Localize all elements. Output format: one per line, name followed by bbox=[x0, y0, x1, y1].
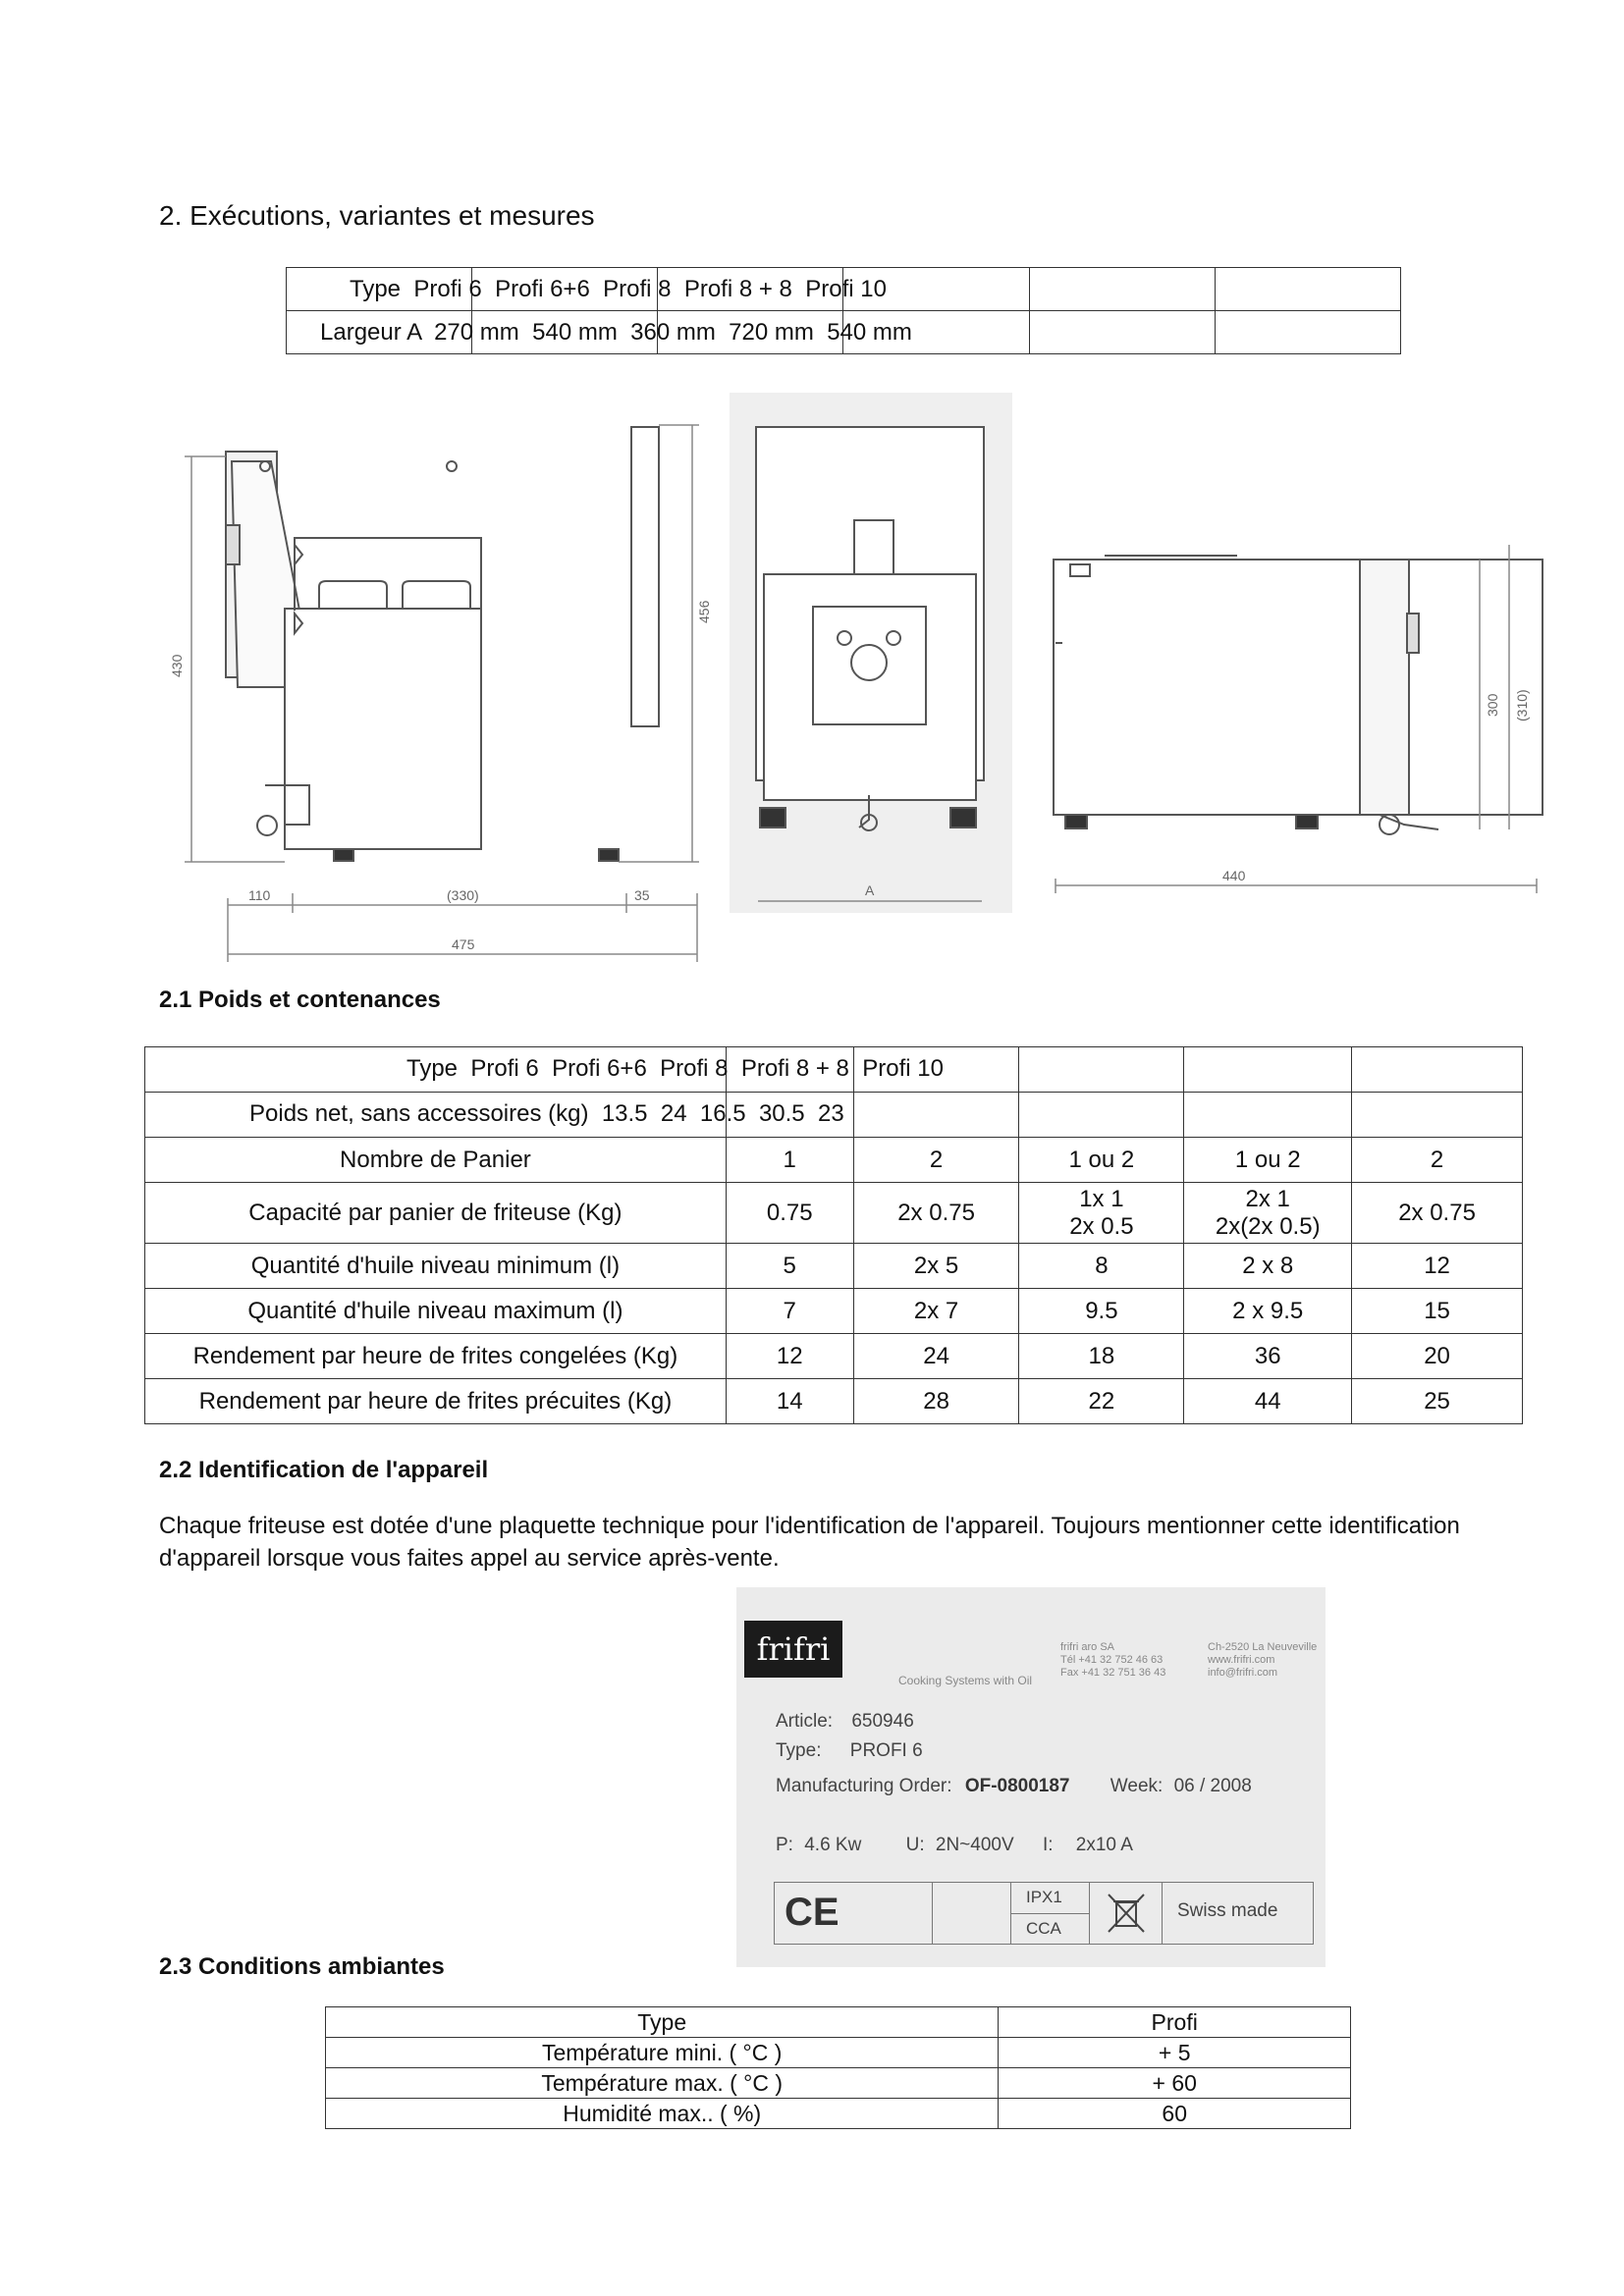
order-value: OF-0800187 bbox=[964, 1776, 1070, 1796]
dim-label-440: 440 bbox=[1222, 868, 1246, 883]
plate-web: www.frifri.com bbox=[1208, 1654, 1275, 1666]
row-label: Capacité par panier de friteuse (Kg) bbox=[145, 1183, 727, 1244]
dims-row-width: Largeur A 270 mm 540 mm 360 mm 720 mm 540 mm bbox=[320, 319, 912, 346]
weights-cell bbox=[1184, 1093, 1352, 1138]
row-value: 12 bbox=[1352, 1244, 1523, 1289]
section-2-title: 2. Exécutions, variantes et mesures bbox=[159, 200, 595, 231]
row-value: 14 bbox=[726, 1379, 853, 1424]
row-value: 2 bbox=[853, 1138, 1019, 1183]
ipx-rating: IPX1 bbox=[1026, 1888, 1062, 1906]
table-row bbox=[326, 2007, 1351, 2038]
weights-cell bbox=[1352, 1093, 1523, 1138]
row-value: 20 bbox=[1352, 1334, 1523, 1379]
ambient-conditions-table bbox=[325, 2006, 1351, 2129]
plate-fax: Fax +41 32 751 36 43 bbox=[1060, 1667, 1166, 1679]
row-value: 1x 1 2x 0.5 bbox=[1019, 1183, 1184, 1244]
divider bbox=[1162, 1883, 1163, 1944]
u-label: U: bbox=[905, 1835, 925, 1855]
row-value: 1 ou 2 bbox=[1184, 1138, 1352, 1183]
dims-cell bbox=[1029, 311, 1215, 354]
table-row bbox=[326, 2099, 1351, 2129]
type-label: Type: bbox=[776, 1740, 822, 1761]
side-view-drawing bbox=[226, 427, 659, 861]
identification-paragraph: Chaque friteuse est dotée d'une plaquette technique pour l'identification de l'appareil. Toujours mentionner cette identification d'appareil lorsque vous faites appel au service après-vente. bbox=[159, 1513, 1460, 1572]
week-value: 06 / 2008 bbox=[1173, 1776, 1252, 1796]
ambient-label: Humidité max.. ( %) bbox=[326, 2099, 999, 2129]
ambient-value: + 60 bbox=[999, 2068, 1351, 2099]
i-value: 2x10 A bbox=[1075, 1835, 1133, 1855]
row-value: 2 x 9.5 bbox=[1184, 1289, 1352, 1334]
dims-cell bbox=[1215, 311, 1400, 354]
i-label: I: bbox=[1042, 1835, 1054, 1855]
row-value: 44 bbox=[1184, 1379, 1352, 1424]
plate-electrical bbox=[776, 1835, 1133, 1856]
section-2-3-title: 2.3 Conditions ambiantes bbox=[159, 1953, 445, 1980]
dim-label-475: 475 bbox=[452, 936, 475, 952]
row-value: 2 x 8 bbox=[1184, 1244, 1352, 1289]
row-value: 7 bbox=[726, 1289, 853, 1334]
row-value: 12 bbox=[726, 1334, 853, 1379]
plate-address: Ch-2520 La Neuveville bbox=[1208, 1641, 1318, 1653]
row-label: Quantité d'huile niveau maximum (l) bbox=[145, 1289, 727, 1334]
plate-company-block bbox=[1060, 1641, 1165, 1680]
row-value: 18 bbox=[1019, 1334, 1184, 1379]
weights-cell bbox=[1019, 1047, 1184, 1093]
divider bbox=[1010, 1913, 1089, 1914]
week-label: Week: bbox=[1110, 1776, 1164, 1796]
ambient-label: Type bbox=[326, 2007, 999, 2038]
row-value: 2x 7 bbox=[853, 1289, 1019, 1334]
weee-bin-icon bbox=[1105, 1891, 1148, 1936]
article-value: 650946 bbox=[851, 1711, 914, 1732]
row-value: 25 bbox=[1352, 1379, 1523, 1424]
p-label: P: bbox=[776, 1835, 793, 1855]
dims-row-type: Type Profi 6 Profi 6+6 Profi 8 Profi 8 + 8 Profi 10 bbox=[350, 276, 887, 302]
dims-cell-width bbox=[287, 311, 912, 354]
ce-mark: CE bbox=[785, 1891, 839, 1934]
right-side-view-drawing bbox=[1054, 545, 1543, 893]
row-value: 2x 0.75 bbox=[853, 1183, 1019, 1244]
dim-label-35: 35 bbox=[634, 887, 650, 903]
row-value: 1 ou 2 bbox=[1019, 1138, 1184, 1183]
weights-cell bbox=[1352, 1047, 1523, 1093]
row-value: 8 bbox=[1019, 1244, 1184, 1289]
dim-label-456: 456 bbox=[696, 600, 712, 623]
row-value: 36 bbox=[1184, 1334, 1352, 1379]
front-view-drawing bbox=[730, 393, 1012, 913]
weights-table bbox=[144, 1046, 1523, 1424]
weights-header-cell bbox=[145, 1047, 944, 1093]
dim-label-310: (310) bbox=[1514, 689, 1530, 721]
table-row bbox=[145, 1289, 1523, 1334]
section-2-1-title: 2.1 Poids et contenances bbox=[159, 987, 441, 1013]
row-value: 2x 1 2x(2x 0.5) bbox=[1184, 1183, 1352, 1244]
brand-logo bbox=[744, 1621, 842, 1678]
section-2-2-title: 2.2 Identification de l'appareil bbox=[159, 1457, 489, 1483]
row-value: 15 bbox=[1352, 1289, 1523, 1334]
weights-header-row: Type Profi 6 Profi 6+6 Profi 8 Profi 8 + 8 Profi 10 bbox=[406, 1055, 944, 1082]
dim-label-330: (330) bbox=[447, 887, 479, 903]
weights-cell bbox=[1184, 1047, 1352, 1093]
article-label: Article: bbox=[776, 1711, 834, 1732]
type-value: PROFI 6 bbox=[849, 1740, 923, 1761]
row-value: 28 bbox=[853, 1379, 1019, 1424]
plate-type bbox=[776, 1740, 923, 1762]
cca-mark: CCA bbox=[1026, 1919, 1061, 1938]
dim-label-300: 300 bbox=[1485, 693, 1500, 717]
weights-net-cell bbox=[145, 1093, 844, 1138]
swiss-made: Swiss made bbox=[1177, 1900, 1278, 1921]
table-row bbox=[326, 2038, 1351, 2068]
fryer-technical-drawing bbox=[147, 393, 1561, 982]
dim-label-a: A bbox=[865, 882, 875, 898]
row-value: 22 bbox=[1019, 1379, 1184, 1424]
divider bbox=[932, 1883, 933, 1944]
row-value: 2x 5 bbox=[853, 1244, 1019, 1289]
plate-order bbox=[776, 1776, 1252, 1797]
dims-cell bbox=[1215, 268, 1400, 311]
plate-article bbox=[776, 1711, 914, 1733]
row-value: 9.5 bbox=[1019, 1289, 1184, 1334]
weights-cell bbox=[853, 1093, 1019, 1138]
plate-cert-row bbox=[774, 1882, 1314, 1945]
plate-address-block bbox=[1208, 1641, 1317, 1680]
weights-cell bbox=[1019, 1093, 1184, 1138]
dimensions-table bbox=[286, 267, 1401, 354]
ambient-label: Température mini. ( °C ) bbox=[326, 2038, 999, 2068]
identification-plate bbox=[736, 1587, 1326, 1967]
table-row bbox=[145, 1244, 1523, 1289]
dim-label-110: 110 bbox=[248, 887, 271, 903]
row-label: Rendement par heure de frites congelées (Kg) bbox=[145, 1334, 727, 1379]
table-row bbox=[145, 1183, 1523, 1244]
ambient-value: + 5 bbox=[999, 2038, 1351, 2068]
dims-cell-type bbox=[287, 268, 887, 311]
row-value: 5 bbox=[726, 1244, 853, 1289]
table-row bbox=[145, 1379, 1523, 1424]
table-row bbox=[326, 2068, 1351, 2099]
row-label: Rendement par heure de frites précuites (Kg) bbox=[145, 1379, 727, 1424]
u-value: 2N~400V bbox=[935, 1835, 1014, 1855]
dim-label-430: 430 bbox=[169, 654, 185, 677]
plate-company: frifri aro SA bbox=[1060, 1641, 1115, 1653]
row-value: 2x 0.75 bbox=[1352, 1183, 1523, 1244]
table-row bbox=[145, 1138, 1523, 1183]
row-value: 24 bbox=[853, 1334, 1019, 1379]
ambient-value: Profi bbox=[999, 2007, 1351, 2038]
row-value: 0.75 bbox=[726, 1183, 853, 1244]
row-value: 1 bbox=[726, 1138, 853, 1183]
p-value: 4.6 Kw bbox=[804, 1835, 862, 1855]
dims-cell bbox=[1029, 268, 1215, 311]
plate-email: info@frifri.com bbox=[1208, 1667, 1278, 1679]
row-value: 2 bbox=[1352, 1138, 1523, 1183]
plate-tel: Tél +41 32 752 46 63 bbox=[1060, 1654, 1164, 1666]
order-label: Manufacturing Order: bbox=[776, 1776, 952, 1796]
row-label: Nombre de Panier bbox=[145, 1138, 727, 1183]
ambient-value: 60 bbox=[999, 2099, 1351, 2129]
ambient-label: Température max. ( °C ) bbox=[326, 2068, 999, 2099]
weights-net-row: Poids net, sans accessoires (kg) 13.5 24 16.5 30.5 23 bbox=[249, 1100, 844, 1127]
plate-tagline: Cooking Systems with Oil bbox=[898, 1674, 1033, 1687]
row-label: Quantité d'huile niveau minimum (l) bbox=[145, 1244, 727, 1289]
divider bbox=[1089, 1883, 1090, 1944]
brand-name: frifri bbox=[756, 1630, 831, 1668]
table-row bbox=[145, 1334, 1523, 1379]
